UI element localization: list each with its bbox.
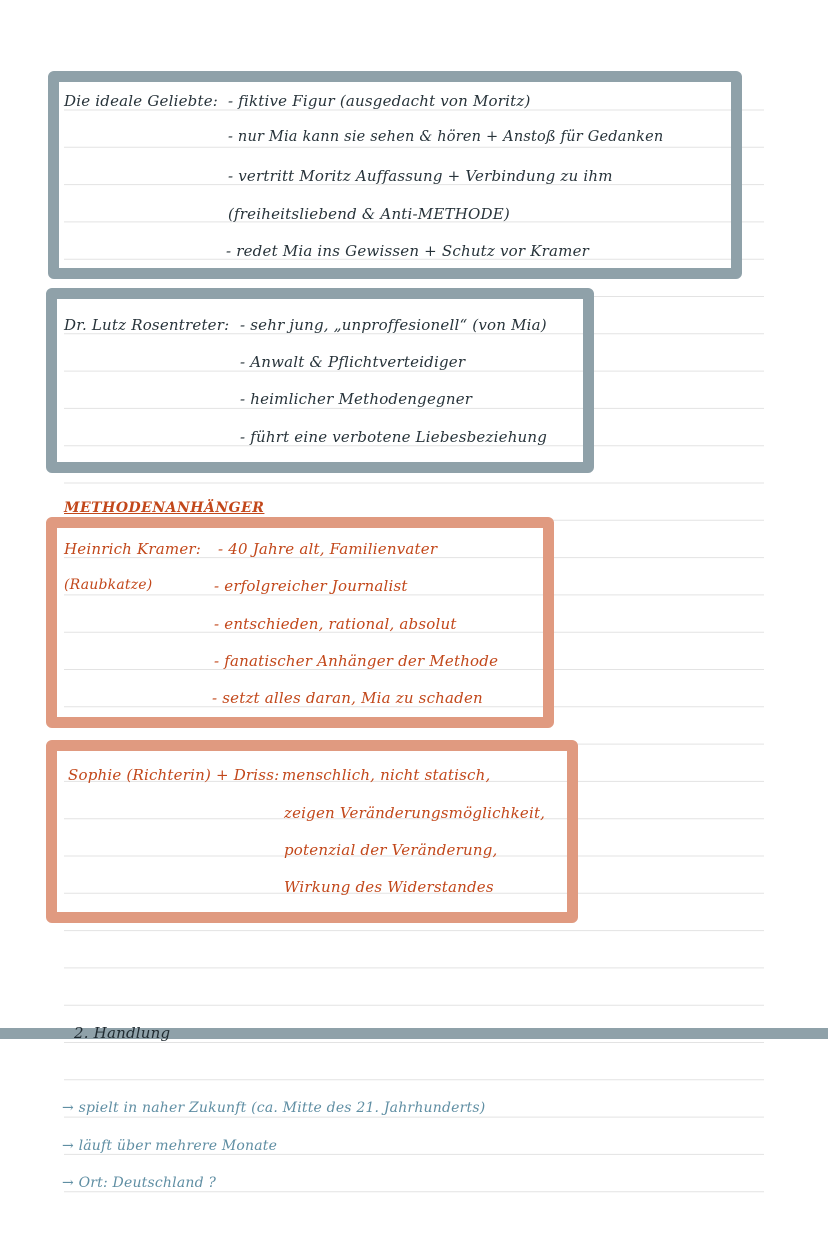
- note-line: - redet Mia ins Gewissen + Schutz vor Kramer: [226, 242, 590, 260]
- note-line: - entschieden, rational, absolut: [214, 615, 457, 633]
- heading-handlung: 2. Handlung: [74, 1024, 171, 1042]
- label-sophie-driss: Sophie (Richterin) + Driss:: [68, 766, 280, 784]
- note-line: - fiktive Figur (ausgedacht von Moritz): [228, 92, 531, 110]
- label-rosentreter: Dr. Lutz Rosentreter:: [64, 316, 230, 334]
- note-line: potenzial der Veränderung,: [284, 841, 498, 859]
- label-kramer: Heinrich Kramer:: [64, 540, 202, 558]
- note-line: - sehr jung, „unproffesionell“ (von Mia): [240, 316, 547, 334]
- note-line: - nur Mia kann sie sehen & hören + Anstoß für Gedanken: [228, 129, 664, 145]
- label-ideale-geliebte: Die ideale Geliebte:: [64, 92, 219, 110]
- note-line: zeigen Veränderungsmöglichkeit,: [284, 804, 546, 822]
- note-line: menschlich, nicht statisch,: [282, 766, 491, 784]
- note-line: - Anwalt & Pflichtverteidiger: [240, 353, 466, 371]
- section-label-methodenanhaenger: METHODENANHÄNGER: [64, 500, 265, 516]
- sublabel-raubkatze: (Raubkatze): [64, 577, 153, 593]
- note-line: Wirkung des Widerstandes: [284, 878, 494, 896]
- note-line: → läuft über mehrere Monate: [62, 1138, 278, 1154]
- note-line: - erfolgreicher Journalist: [214, 577, 408, 595]
- note-line: - führt eine verbotene Liebesbeziehung: [240, 428, 548, 446]
- note-line: → spielt in naher Zukunft (ca. Mitte des 21. Jahrhunderts): [62, 1100, 486, 1116]
- note-line: - fanatischer Anhänger der Methode: [214, 652, 499, 670]
- note-line: - 40 Jahre alt, Familienvater: [218, 540, 438, 558]
- note-line: → Ort: Deutschland ?: [62, 1175, 217, 1191]
- note-line: - setzt alles daran, Mia zu schaden: [212, 689, 483, 707]
- note-line: (freiheitsliebend & Anti-METHODE): [228, 205, 510, 223]
- note-line: - heimlicher Methodengegner: [240, 390, 473, 408]
- note-line: - vertritt Moritz Auffassung + Verbindung zu ihm: [228, 167, 613, 185]
